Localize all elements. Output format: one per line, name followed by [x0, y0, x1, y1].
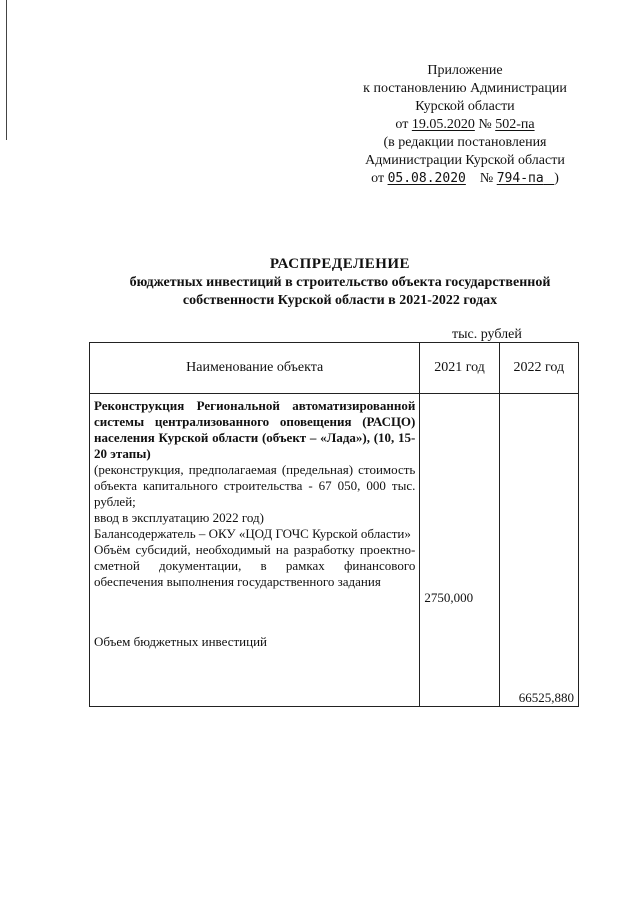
appendix-edit-line: от 05.08.2020 № 794-па ) — [371, 171, 559, 186]
decree-date: 19.05.2020 — [411, 117, 475, 132]
investment-text: Объем бюджетных инвестиций — [94, 634, 267, 649]
appendix-line-2: к постановлению Администрации — [363, 81, 567, 96]
object-title: Реконструкция Региональной автоматизированной системы централизованного оповещения (РАСЦО) населения Курской области (объект – «Лада»), (10, 15-20 этапы) — [94, 398, 416, 461]
document-title — [110, 254, 570, 310]
appendix-decree-line: от 19.05.2020 № 502-па — [395, 117, 535, 132]
decree-number: 502-па — [495, 117, 535, 132]
appendix-header — [340, 62, 590, 188]
edit-date: 05.08.2020 — [387, 171, 466, 186]
title-sub-1: бюджетных инвестиций в строительство объекта государственной — [129, 275, 551, 290]
units-label: тыс. рублей — [452, 327, 522, 342]
table-header-row — [90, 343, 579, 394]
distribution-table — [89, 342, 579, 707]
subsidy-text: Объём субсидий, необходимый на разработку проектно-сметной документации, в рамках финансового обеспечения выполнения государственного задания — [94, 542, 416, 589]
header-object-name: Наименование объекта — [90, 343, 420, 394]
header-year-2022: 2022 год — [499, 343, 578, 394]
appendix-line-6: Администрации Курской области — [365, 153, 565, 168]
title-sub-2: собственности Курской области в 2021-2022 годах — [182, 293, 498, 308]
appendix-line-5: (в редакции постановления — [383, 135, 547, 150]
appendix-line-1: Приложение — [427, 63, 503, 78]
appendix-line-3: Курской области — [415, 99, 515, 114]
object-description-cell — [90, 394, 420, 707]
edit-number: 794-па — [496, 171, 544, 186]
object-commission: ввод в эксплуатацию 2022 год) — [94, 510, 264, 525]
object-details: (реконструкция, предполагаемая (предельная) стоимость объекта капитального строительства - 67 050, 000 тыс. рублей; — [94, 462, 416, 509]
year-2021-cell — [420, 394, 499, 707]
page-edge-line — [6, 0, 7, 140]
header-year-2021: 2021 год — [420, 343, 499, 394]
object-holder: Балансодержатель – ОКУ «ЦОД ГОЧС Курской области» — [94, 526, 411, 541]
investment-2022-value: 66525,880 — [518, 690, 574, 705]
year-2022-cell — [499, 394, 578, 707]
title-main: РАСПРЕДЕЛЕНИЕ — [269, 256, 411, 272]
subsidy-2021-value: 2750,000 — [424, 590, 474, 605]
table-row-object — [90, 394, 579, 707]
